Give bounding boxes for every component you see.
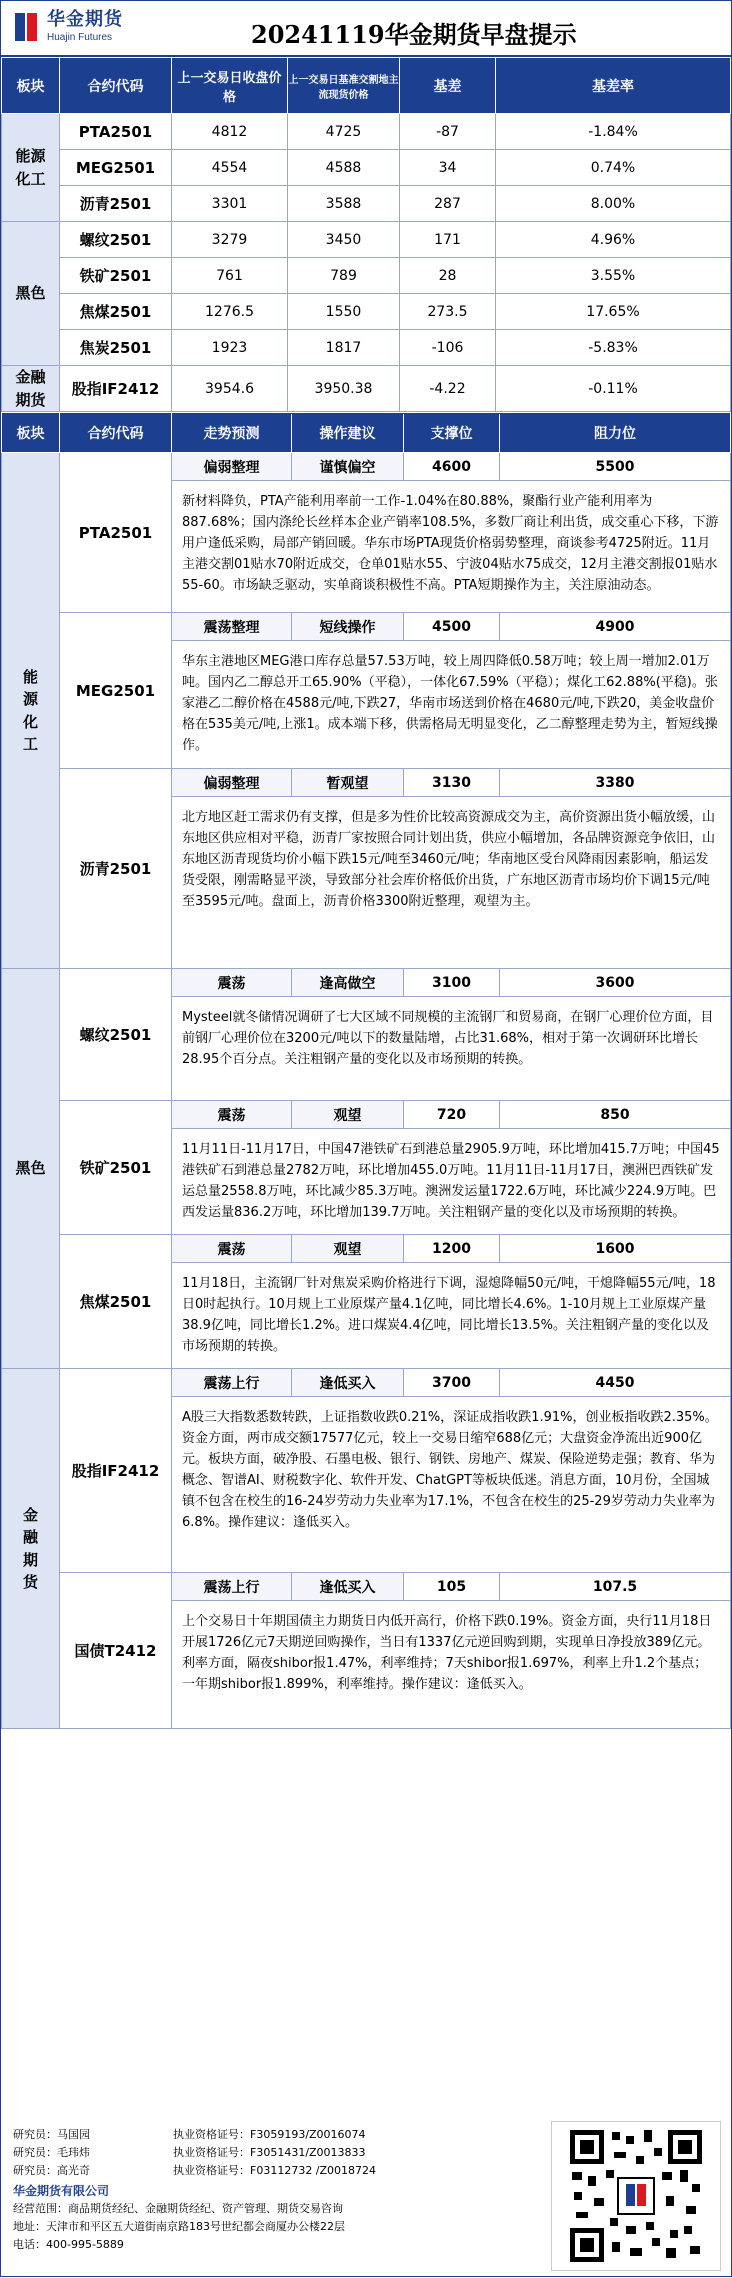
support-level: 3100 (404, 969, 500, 996)
report-header (1, 1, 731, 57)
header-advice: 操作建议 (292, 414, 404, 452)
contract-code: 焦炭2501 (60, 330, 172, 366)
trend-forecast: 震荡整理 (172, 613, 292, 640)
header-sector: 板块 (2, 58, 60, 114)
operation-advice: 逢高做空 (292, 969, 404, 996)
strategy-detail (172, 1369, 731, 1573)
trend-forecast: 偏弱整理 (172, 769, 292, 796)
close-price: 3301 (172, 186, 288, 222)
contract-code: 铁矿2501 (60, 258, 172, 294)
resistance-level: 850 (600, 1106, 630, 1123)
basis-rate: -0.11% (496, 366, 731, 412)
support-level: 1200 (404, 1235, 500, 1262)
table-row (2, 258, 731, 294)
analysis-text: 北方地区赶工需求仍有支撑，但是多为性价比较高资源成交为主，高价资源出货小幅放缓，山东地区供应相对平稳，沥青厂家按照合同计划出货，供应小幅增加，各品牌资源竞争依旧，山东地区沥青现货均价小幅下跌15元/吨至3460元/吨；华南地区受台风降雨因素影响，船运发货受限，刚需略显平淡，导致部分社会库价格低价出货，广东地区沥青市场均价下调15元/吨至3595元/吨。盘面上，沥青价格3300附近整理，观望为主。 (182, 810, 716, 909)
table-row (2, 366, 731, 412)
operation-advice: 逢低买入 (292, 1573, 404, 1600)
resistance-level: 4450 (595, 1374, 635, 1391)
header-sector: 板块 (2, 413, 60, 453)
strategy-row (2, 769, 731, 969)
strategy-detail (172, 613, 731, 769)
logo-mark-icon (13, 9, 41, 45)
strategy-row (2, 1573, 731, 1729)
basis-value: 273.5 (400, 294, 496, 330)
basis-rate: 17.65% (496, 294, 731, 330)
table-row (2, 222, 731, 258)
header-code: 合约代码 (60, 58, 172, 114)
spot-price: 4588 (288, 150, 400, 186)
trend-forecast: 震荡 (172, 1101, 292, 1128)
close-price: 4554 (172, 150, 288, 186)
company-phone: 电话：400-995-5889 (13, 2238, 124, 2251)
sector-cell: 黑色 (2, 222, 60, 366)
close-price: 4812 (172, 114, 288, 150)
spot-price: 1817 (288, 330, 400, 366)
operation-advice: 观望 (292, 1101, 404, 1128)
basis-rate: 3.55% (496, 258, 731, 294)
header-trend: 走势预测 (172, 414, 292, 452)
contract-code: PTA2501 (60, 114, 172, 150)
spot-price: 789 (288, 258, 400, 294)
contract-code: PTA2501 (60, 453, 172, 613)
header-close: 上一交易日收盘价格 (172, 58, 288, 114)
table-row (2, 294, 731, 330)
header-spot: 上一交易日基准交割地主流现货价格 (288, 58, 400, 114)
support-level: 105 (404, 1573, 500, 1600)
contract-code: 沥青2501 (60, 769, 172, 969)
sector-cell: 能源化工 (2, 453, 60, 969)
support-level: 3130 (404, 769, 500, 796)
strategy-detail (172, 1101, 731, 1235)
strategy-detail (172, 453, 731, 613)
header-code: 合约代码 (60, 413, 172, 453)
researcher-license: 执业资格证号：F03112732 /Z0018724 (173, 2164, 377, 2177)
contract-code: 沥青2501 (60, 186, 172, 222)
researcher-name: 研究员：高光奇 (13, 2164, 90, 2177)
basis-rate: 4.96% (496, 222, 731, 258)
spot-price: 3588 (288, 186, 400, 222)
strategy-table-header (2, 413, 731, 453)
company-logo (13, 9, 123, 45)
basis-value: -4.22 (400, 366, 496, 412)
spot-price: 4725 (288, 114, 400, 150)
logo-en: Huajin Futures (47, 32, 113, 43)
spot-price: 1550 (288, 294, 400, 330)
operation-advice: 观望 (292, 1235, 404, 1262)
trend-forecast: 震荡上行 (172, 1369, 292, 1396)
researcher-license: 执业资格证号：F3059193/Z0016074 (173, 2128, 366, 2141)
resistance-level: 107.5 (592, 1578, 638, 1595)
operation-advice: 谨慎偏空 (292, 453, 404, 480)
basis-value: -87 (400, 114, 496, 150)
trend-forecast: 震荡 (172, 969, 292, 996)
logo-cn: 华金期货 (47, 9, 123, 30)
table-row (2, 150, 731, 186)
trend-forecast: 震荡上行 (172, 1573, 292, 1600)
contract-code: 铁矿2501 (60, 1101, 172, 1235)
basis-value: 34 (400, 150, 496, 186)
operation-advice: 短线操作 (292, 613, 404, 640)
basis-table (1, 57, 731, 412)
company-address: 地址：天津市和平区五大道街南京路183号世纪都会商厦办公楼22层 (13, 2220, 345, 2233)
contract-code: 股指IF2412 (60, 366, 172, 412)
header-group (172, 413, 731, 453)
analysis-text: Mysteel就冬储情况调研了七大区域不同规模的主流钢厂和贸易商，在钢厂心理价位方面，目前钢厂心理价位在3200元/吨以下的数量陆增，占比31.68%，相对于第一次调研环比增长28.95个百分点。关注粗钢产量的变化以及市场预期的转换。 (182, 1010, 714, 1067)
contract-code: 焦煤2501 (60, 1235, 172, 1369)
strategy-table (1, 412, 731, 1729)
strategy-row (2, 613, 731, 769)
contract-code: MEG2501 (60, 613, 172, 769)
strategy-row (2, 1235, 731, 1369)
resistance-level: 3380 (595, 774, 635, 791)
resistance-level: 3600 (595, 974, 635, 991)
contract-code: 螺纹2501 (60, 969, 172, 1101)
close-price: 761 (172, 258, 288, 294)
support-level: 4600 (404, 453, 500, 480)
contract-code: 股指IF2412 (60, 1369, 172, 1573)
researcher-name: 研究员：马国园 (13, 2128, 90, 2141)
qr-code-icon (551, 2121, 721, 2271)
header-support: 支撑位 (404, 414, 500, 452)
basis-table-header (2, 58, 731, 114)
table-row (2, 330, 731, 366)
sector-cell: 黑色 (2, 969, 60, 1369)
contract-code: 螺纹2501 (60, 222, 172, 258)
basis-value: 171 (400, 222, 496, 258)
strategy-detail (172, 1235, 731, 1369)
strategy-detail (172, 769, 731, 969)
business-scope: 经营范围：商品期货经纪、金融期货经纪、资产管理、期货交易咨询 (13, 2202, 343, 2215)
close-price: 1923 (172, 330, 288, 366)
sector-cell: 能源化工 (2, 114, 60, 222)
analysis-text: 新材料降负，PTA产能利用率前一工作-1.04%在80.88%，聚酯行业产能利用率为887.68%；国内涤纶长丝样本企业产销率108.5%，多数厂商让利出货，成交重心下移，下游用户逢低采购，局部产销回暖。华东市场PTA现货价格弱势整理，商谈参考4725附近。11月主港交割01贴水70附近成交，仓单01贴水55、宁波04贴水75成交，12月主港交割报01贴水55-60。市场缺乏驱动，实单商谈积极性不高。PTA短期操作为主，关注原油动态。 (182, 494, 719, 593)
strategy-row (2, 1101, 731, 1235)
header-rate: 基差率 (496, 58, 731, 114)
resistance-level: 1600 (595, 1240, 635, 1257)
contract-code: MEG2501 (60, 150, 172, 186)
basis-rate: 8.00% (496, 186, 731, 222)
operation-advice: 逢低买入 (292, 1369, 404, 1396)
close-price: 1276.5 (172, 294, 288, 330)
sector-cell: 金融期货 (2, 366, 60, 412)
researcher-name: 研究员：毛玮炜 (13, 2146, 90, 2159)
strategy-detail (172, 969, 731, 1101)
basis-rate: -5.83% (496, 330, 731, 366)
analysis-text: 华东主港地区MEG港口库存总量57.53万吨，较上周四降低0.58万吨；较上周一增加2.01万吨。国内乙二醇总开工65.90%（平稳），一体化67.59%（平稳）；煤化工62.88%(平稳)。张家港乙二醇价格在4588元/吨,下跌27，华南市场送到价格在4680元/吨,下跌20，美金收盘价格在535美元/吨,上涨1。成本端下移，供需格局无明显变化，乙二醇整理走势为主，暂短线操作。 (182, 654, 718, 753)
header-basis: 基差 (400, 58, 496, 114)
operation-advice: 暂观望 (292, 769, 404, 796)
strategy-row (2, 969, 731, 1101)
table-row (2, 186, 731, 222)
sector-cell: 金融期货 (2, 1369, 60, 1729)
analysis-text: A股三大指数悉数转跌，上证指数收跌0.21%，深证成指收跌1.91%，创业板指收跌2.35%。资金方面，两市成交额17577亿元，较上一交易日缩窄688亿元；大盘资金净流出近900亿元。板块方面，破净股、石墨电极、银行、钢铁、房地产、煤炭、保险逆势走强；教育、华为概念、智谱AI、财税数字化、软件开发、ChatGPT等板块低迷。消息方面，10月份，全国城镇不包含在校生的16-24岁劳动力失业率为17.1%，不包含在校生的25-29岁劳动力失业率为6.8%。操作建议：逢低买入。 (182, 1410, 718, 1530)
support-level: 4500 (404, 613, 500, 640)
strategy-row (2, 453, 731, 613)
trend-forecast: 偏弱整理 (172, 453, 292, 480)
report-title: 20241119华金期货早盘提示 (251, 20, 577, 49)
table-row (2, 114, 731, 150)
spot-price: 3950.38 (288, 366, 400, 412)
company-name: 华金期货有限公司 (13, 2184, 110, 2198)
strategy-row (2, 1369, 731, 1573)
support-level: 3700 (404, 1369, 500, 1396)
basis-rate: -1.84% (496, 114, 731, 150)
spot-price: 3450 (288, 222, 400, 258)
researcher-license: 执业资格证号：F3051431/Z0013833 (173, 2146, 366, 2159)
close-price: 3954.6 (172, 366, 288, 412)
contract-code: 国债T2412 (60, 1573, 172, 1729)
header-resist: 阻力位 (594, 425, 636, 442)
resistance-level: 5500 (595, 458, 635, 475)
strategy-detail (172, 1573, 731, 1729)
support-level: 720 (404, 1101, 500, 1128)
analysis-text: 上个交易日十年期国债主力期货日内低开高行，价格下跌0.19%。资金方面，央行11月18日开展1726亿元7天期逆回购操作，当日有1337亿元逆回购到期，实现单日净投放389亿元。利率方面，隔夜shibor报1.47%，利率维持；7天shibor报1.697%，利率上升1.2个基点；一年期shibor报1.899%，利率维持。操作建议：逢低买入。 (182, 1614, 712, 1692)
trend-forecast: 震荡 (172, 1235, 292, 1262)
resistance-level: 4900 (595, 618, 635, 635)
analysis-text: 11月11日-11月17日，中国47港铁矿石到港总量2905.9万吨，环比增加415.7万吨；中国45港铁矿石到港总量2782万吨，环比增加455.0万吨。11月11日-11月17日，澳洲巴西铁矿发运总量2558.8万吨，环比减少85.3万吨。澳洲发运量1722.6万吨，环比减少224.9万吨。巴西发运量836.2万吨，环比增加139.7万吨。关注粗钢产量的变化以及市场预期的转换。 (182, 1142, 720, 1220)
basis-value: -106 (400, 330, 496, 366)
analysis-text: 11月18日，主流钢厂针对焦炭采购价格进行下调，湿熄降幅50元/吨，干熄降幅55元/吨，18日0时起执行。10月规上工业原煤产量4.1亿吨，同比增长4.6%。1-10月规上工业原煤产量38.9亿吨，同比增长1.2%。进口煤炭4.4亿吨，同比增长13.5%。关注粗钢产量的变化以及市场预期的转换。 (182, 1276, 716, 1354)
close-price: 3279 (172, 222, 288, 258)
basis-rate: 0.74% (496, 150, 731, 186)
contract-code: 焦煤2501 (60, 294, 172, 330)
basis-value: 28 (400, 258, 496, 294)
basis-value: 287 (400, 186, 496, 222)
